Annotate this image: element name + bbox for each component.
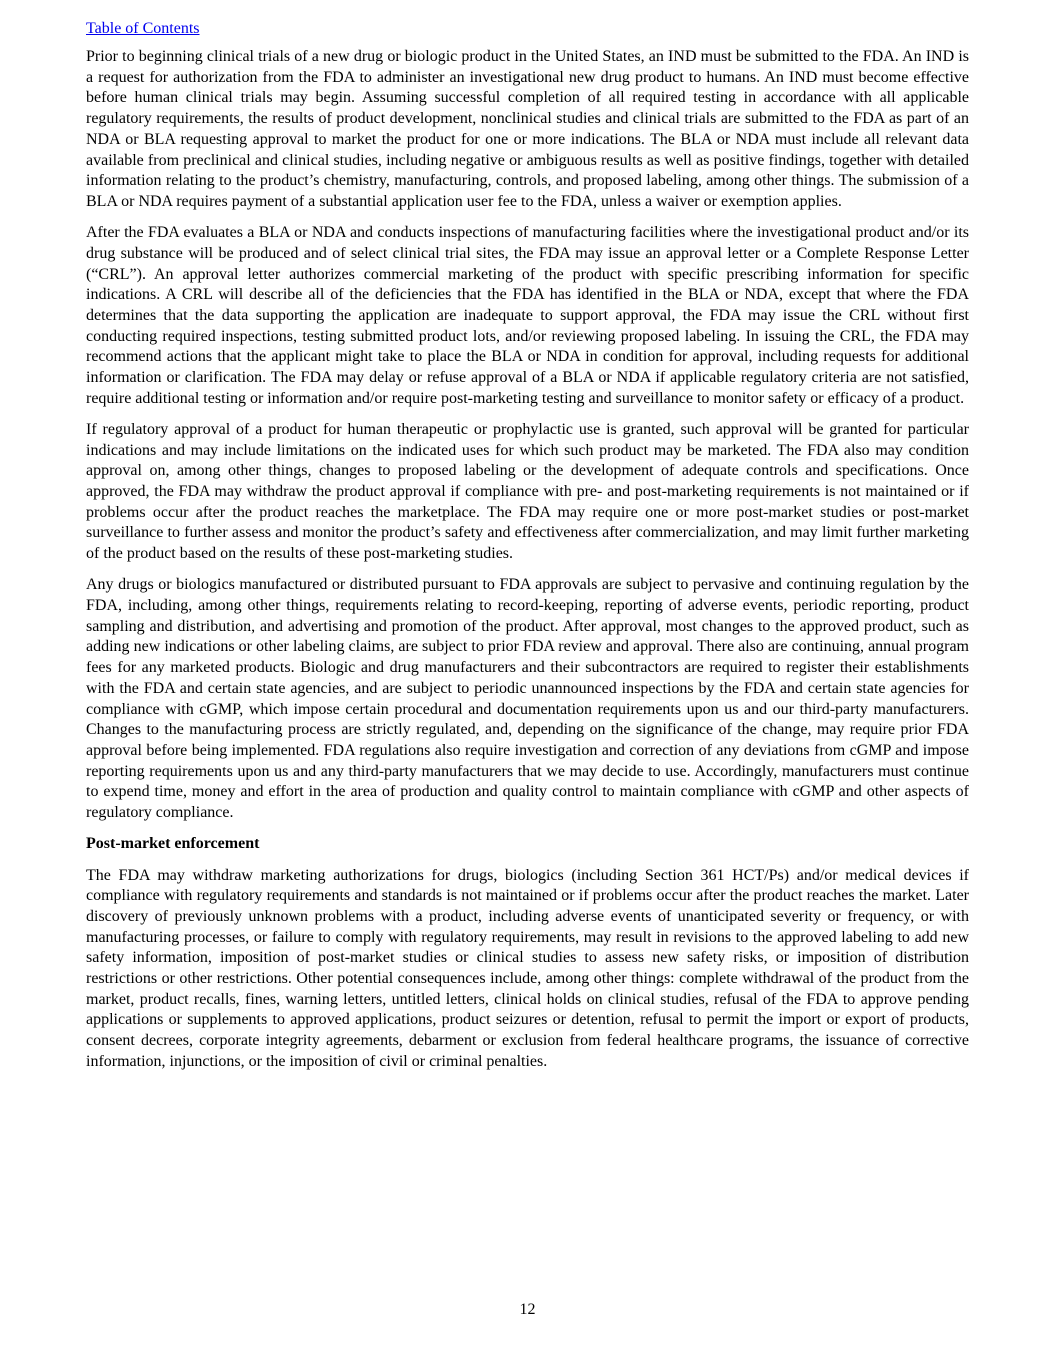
paragraph-ind-submission: Prior to beginning clinical trials of a new drug or biologic product in the United States, an IND must be submitted to the FDA. An IND is a request for authorization from the FDA to administer an investigational new drug product to humans. An IND must become effective before human clinical trials may begin. Assuming successful completion of all required testing in accordance with all applicable regulatory requirements, the results of product development, nonclinical studies and clinical trials are submitted to the FDA as part of an NDA or BLA requesting approval to market the product for one or more indications. The BLA or NDA must include all relevant data available from preclinical and clinical studies, including negative or ambiguous results as well as positive findings, together with detailed information relating to the product’s chemistry, manufacturing, controls, and proposed labeling, among other things. The submission of a BLA or NDA requires payment of a substantial application user fee to the FDA, unless a waiver or exemption applies. [86,48,969,210]
table-of-contents-link[interactable]: Table of Contents [86,20,200,37]
page-number: 12 [519,1301,536,1318]
paragraph-post-market-enforcement: The FDA may withdraw marketing authorizations for drugs, biologics (including Section 361 HCT/Ps) and/or medical devices if compliance with regulatory requirements and standards is not maintained or if problems occur after the product reaches the market. Later discovery of previously unknown problems with a product, including adverse events of unanticipated severity or frequency, or with manufacturing processes, or failure to comply with regulatory requirements, may result in revisions to the approved labeling to add new safety information, imposition of post-market studies or clinical studies to assess new safety risks, or imposition of distribution restrictions or other restrictions. Other potential consequences include, among other things: complete withdrawal of the product from the market, product recalls, fines, warning letters, untitled letters, clinical holds on clinical studies, refusal of the FDA to approve pending applications or supplements to approved applications, product seizures or detention, refusal to permit the import or export of products, consent decrees, corporate integrity agreements, debarment or exclusion from federal healthcare programs, the issuance of corrective information, injunctions, or the imposition of civil or criminal penalties. [86,866,969,1070]
document-body [86,47,969,1083]
section-heading-post-market-enforcement: Post-market enforcement [86,835,260,853]
paragraph-continuing-regulation: Any drugs or biologics manufactured or distributed pursuant to FDA approvals are subject to pervasive and continuing regulation by the FDA, including, among other things, requirements relating to record-keeping, reporting of adverse events, periodic reporting, product sampling and distribution, and advertising and promotion of the product. After approval, most changes to the approved product, such as adding new indications or other labeling claims, are subject to prior FDA review and approval. There also are continuing, annual program fees for any marketed products. Biologic and drug manufacturers and their subcontractors are required to register their establishments with the FDA and certain state agencies, and are subject to periodic unannounced inspections by the FDA and certain state agencies for compliance with cGMP, which impose certain procedural and documentation requirements upon us and our third-party manufacturers. Changes to the manufacturing process are strictly regulated, and, depending on the significance of the change, may require prior FDA approval before being implemented. FDA regulations also require investigation and correction of any deviations from cGMP and impose reporting requirements upon us and any third-party manufacturers that we may decide to use. Accordingly, manufacturers must continue to expend time, money and effort in the area of production and quality control to maintain compliance with cGMP and other aspects of regulatory compliance. [86,576,969,822]
paragraph-fda-evaluation: After the FDA evaluates a BLA or NDA and conducts inspections of manufacturing facilities where the investigational product and/or its drug substance will be produced and of select clinical trial sites, the FDA may issue an approval letter or a Complete Response Letter (“CRL”). An approval letter authorizes commercial marketing of the product with specific prescribing information for specific indications. A CRL will describe all of the deficiencies that the FDA has identified in the BLA or NDA, except that where the FDA determines that the data supporting the application are inadequate to support approval, the FDA may issue the CRL without first conducting required inspections, testing submitted product lots, and/or reviewing proposed labeling. In issuing the CRL, the FDA may recommend actions that the applicant might take to place the BLA or NDA in condition for approval, including requests for additional information or clarification. The FDA may delay or refuse approval of a BLA or NDA if applicable regulatory criteria are not satisfied, require additional testing or information and/or require post-marketing testing and surveillance to monitor safety or efficacy of a product. [86,224,969,407]
paragraph-regulatory-approval: If regulatory approval of a product for human therapeutic or prophylactic use is granted, such approval will be granted for particular indications and may include limitations on the indicated uses for which such product may be marketed. The FDA also may condition approval on, among other things, changes to proposed labeling or the development of adequate controls and specifications. Once approved, the FDA may withdraw the product approval if compliance with pre- and post-marketing requirements is not maintained or if problems occur after the product reaches the marketplace. The FDA may require one or more post-market studies or post-market surveillance to further assess and monitor the product’s safety and effectiveness after commercialization, and may limit further marketing of the product based on the results of these post-marketing studies. [86,420,969,563]
